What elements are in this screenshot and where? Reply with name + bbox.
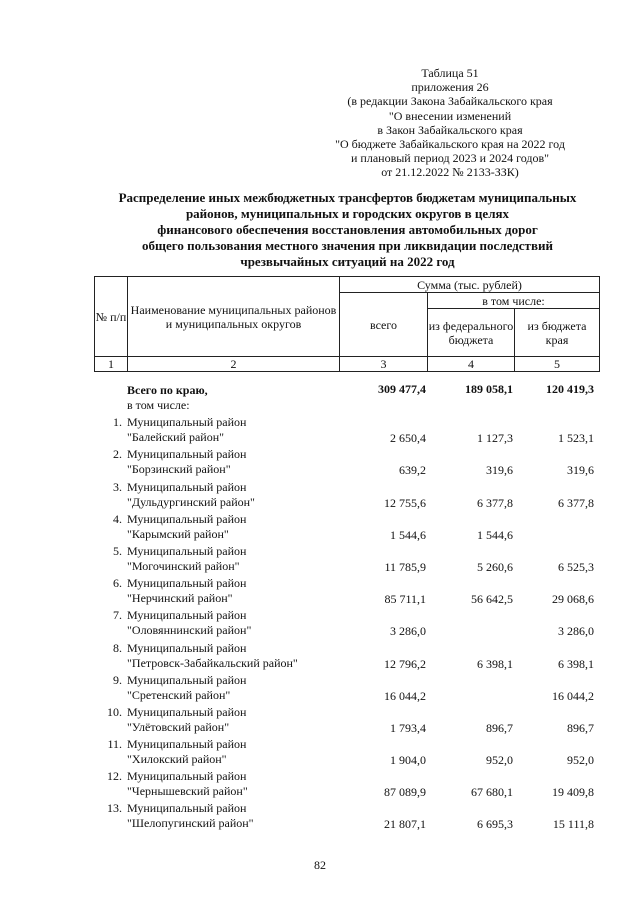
col-regional-header: из бюджета края	[515, 309, 600, 357]
page-number: 82	[314, 858, 326, 872]
title-line: Распределение иных межбюджетных трансфертов бюджетам муниципальных	[118, 190, 577, 205]
total-regional-value: 120 419,3	[546, 382, 594, 396]
row-regional-value: 6 525,3	[558, 559, 594, 574]
row-name	[127, 608, 251, 638]
col-index: 2	[128, 357, 340, 372]
row-name-line1: Муниципальный район	[127, 737, 247, 752]
col-index: 3	[340, 357, 428, 372]
header-line: (в редакции Закона Забайкальского края	[347, 94, 553, 109]
row-name	[127, 512, 246, 542]
row-name	[127, 447, 246, 477]
header-line: "О внесении изменений	[388, 108, 512, 123]
row-number: 3.	[113, 479, 122, 494]
row-name-line1: Муниципальный район	[127, 769, 247, 784]
row-total-value: 2 650,4	[390, 431, 426, 446]
row-number: 9.	[113, 672, 122, 687]
row-regional-value: 952,0	[567, 753, 594, 768]
row-total-value: 87 089,9	[384, 785, 426, 800]
table-row	[94, 413, 599, 445]
row-federal-value: 6 695,3	[477, 817, 513, 832]
row-federal-value: 6 398,1	[477, 656, 513, 671]
header-line: "О бюджете Забайкальского края на 2022 год	[335, 137, 565, 152]
row-regional-value: 19 409,8	[552, 785, 594, 800]
row-total-value: 639,2	[399, 463, 426, 478]
row-name-line2: "Борзинский район"	[127, 462, 231, 477]
row-name-line2: "Шелопугинский район"	[127, 816, 254, 831]
title-line: чрезвычайных ситуаций на 2022 год	[240, 254, 455, 269]
row-name-line2: "Чернышевский район"	[127, 784, 248, 799]
row-federal-value: 6 377,8	[477, 495, 513, 510]
table-row	[94, 639, 599, 671]
row-regional-value: 29 068,6	[552, 592, 594, 607]
row-total-value: 1 544,6	[390, 527, 426, 542]
row-name	[127, 673, 246, 703]
row-name-line1: Муниципальный район	[127, 415, 247, 430]
total-label: Всего по краю,	[127, 383, 208, 397]
header-line: в Закон Забайкальского края	[377, 122, 523, 137]
row-name	[127, 737, 246, 767]
appendix-header	[300, 66, 600, 180]
row-name-line1: Муниципальный район	[127, 576, 247, 591]
row-federal-value: 952,0	[486, 753, 513, 768]
row-name-line1: Муниципальный район	[127, 672, 247, 687]
row-number: 10.	[107, 704, 122, 719]
row-number: 4.	[113, 511, 122, 526]
row-name-line2: "Дульдургинский район"	[127, 494, 255, 509]
row-number: 12.	[107, 769, 122, 784]
row-name-line1: Муниципальный район	[127, 447, 247, 462]
row-number: 7.	[113, 608, 122, 623]
table-row	[94, 510, 599, 542]
row-name-line1: Муниципальный район	[127, 511, 247, 526]
row-federal-value: 896,7	[486, 720, 513, 735]
row-number: 2.	[113, 447, 122, 462]
table-header	[94, 276, 600, 372]
row-name-line1: Муниципальный район	[127, 479, 247, 494]
row-federal-value: 67 680,1	[471, 785, 513, 800]
col-index: 1	[95, 357, 128, 372]
row-total-value: 21 807,1	[384, 817, 426, 832]
row-name	[127, 769, 248, 799]
row-name	[127, 544, 246, 574]
row-total-value: 12 755,6	[384, 495, 426, 510]
row-name-line1: Муниципальный район	[127, 801, 247, 816]
col-num-header: № п/п	[95, 277, 128, 357]
table-row	[94, 574, 599, 606]
row-name-line2: "Хилокский район"	[127, 752, 227, 767]
col-index: 4	[428, 357, 515, 372]
row-total-value: 1 904,0	[390, 753, 426, 768]
row-regional-value: 6 398,1	[558, 656, 594, 671]
total-label-block	[127, 383, 208, 413]
table-body	[94, 381, 599, 832]
row-regional-value: 15 111,8	[552, 817, 594, 832]
row-regional-value: 896,7	[567, 720, 594, 735]
row-name-line2: "Могочинский район"	[127, 558, 240, 573]
row-number: 11.	[107, 737, 122, 752]
table-row	[94, 445, 599, 477]
total-value: 309 477,4	[378, 382, 426, 396]
row-name	[127, 480, 255, 510]
table-row	[94, 767, 599, 799]
table-row	[94, 799, 599, 831]
row-number: 5.	[113, 543, 122, 558]
title-line: финансового обеспечения восстановления автомобильных дорог	[157, 222, 538, 237]
title-line: общего пользования местного значения при ликвидации последствий	[142, 238, 553, 253]
col-index: 5	[515, 357, 600, 372]
total-row	[94, 381, 599, 413]
row-regional-value: 3 286,0	[558, 624, 594, 639]
row-federal-value: 56 642,5	[471, 592, 513, 607]
col-incl-header: в том числе:	[428, 293, 600, 309]
row-number: 1.	[113, 415, 122, 430]
row-federal-value: 5 260,6	[477, 559, 513, 574]
col-total-header: всего	[340, 293, 428, 357]
row-name-line2: "Карымский район"	[127, 526, 229, 541]
row-name	[127, 576, 246, 606]
row-name	[127, 801, 254, 831]
row-name	[127, 705, 246, 735]
total-sublabel: в том числе:	[127, 398, 190, 412]
document-title	[95, 190, 600, 270]
row-regional-value: 16 044,2	[552, 688, 594, 703]
header-line: Таблица 51	[421, 66, 479, 80]
row-name-line2: "Петровск-Забайкальский район"	[127, 655, 298, 670]
row-total-value: 3 286,0	[390, 624, 426, 639]
row-name-line2: "Сретенский район"	[127, 687, 231, 702]
table-row	[94, 735, 599, 767]
row-number: 13.	[107, 801, 122, 816]
table-row	[94, 542, 599, 574]
row-name-line1: Муниципальный район	[127, 543, 247, 558]
row-name-line2: "Улётовский район"	[127, 719, 230, 734]
row-name	[127, 641, 298, 671]
row-name-line1: Муниципальный район	[127, 704, 247, 719]
row-name	[127, 415, 246, 445]
row-number: 6.	[113, 576, 122, 591]
row-name-line2: "Нерчинский район"	[127, 591, 233, 606]
col-sum-header: Сумма (тыс. рублей)	[340, 277, 600, 293]
row-federal-value: 319,6	[486, 463, 513, 478]
row-number: 8.	[113, 640, 122, 655]
row-name-line1: Муниципальный район	[127, 608, 247, 623]
row-total-value: 16 044,2	[384, 688, 426, 703]
table-row	[94, 671, 599, 703]
row-regional-value: 319,6	[567, 463, 594, 478]
col-federal-header: из федерального бюджета	[428, 309, 515, 357]
row-name-line2: "Оловяннинский район"	[127, 623, 252, 638]
row-regional-value: 1 523,1	[558, 431, 594, 446]
header-line: приложения 26	[411, 80, 489, 95]
row-total-value: 11 785,9	[384, 559, 426, 574]
row-total-value: 12 796,2	[384, 656, 426, 671]
row-name-line1: Муниципальный район	[127, 640, 247, 655]
row-name-line2: "Балейский район"	[127, 430, 225, 445]
header-line: и плановый период 2023 и 2024 годов"	[350, 151, 550, 166]
row-total-value: 1 793,4	[390, 720, 426, 735]
row-regional-value: 6 377,8	[558, 495, 594, 510]
row-federal-value: 1 127,3	[477, 431, 513, 446]
row-federal-value: 1 544,6	[477, 527, 513, 542]
table-row	[94, 703, 599, 735]
row-total-value: 85 711,1	[384, 592, 426, 607]
table-row	[94, 606, 599, 638]
total-federal-value: 189 058,1	[465, 382, 513, 396]
header-line: от 21.12.2022 № 2133-ЗЗК)	[381, 165, 519, 180]
col-name-header: Наименование муниципальных районов и муниципальных округов	[128, 277, 340, 357]
title-line: районов, муниципальных и городских округов в целях	[185, 206, 510, 221]
table-row	[94, 478, 599, 510]
